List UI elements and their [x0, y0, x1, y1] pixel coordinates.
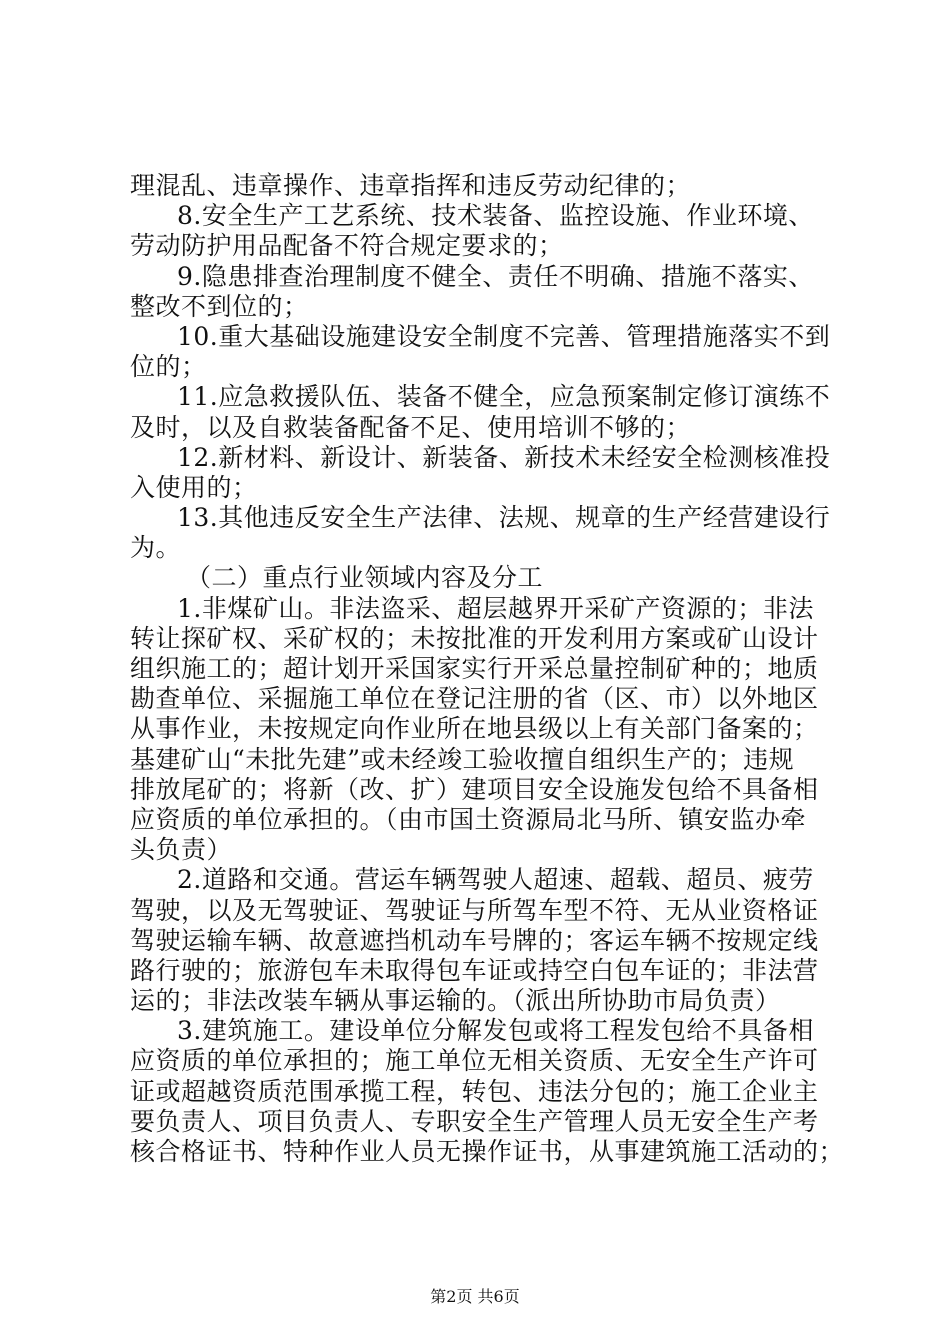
- text-line: 应资质的单位承担的。（由市国土资源局北马所、镇安监办牵: [130, 804, 807, 834]
- text-line: 入使用的；: [130, 472, 258, 502]
- text-line: 要负责人、项目负责人、专职安全生产管理人员无安全生产考: [130, 1106, 819, 1136]
- text-line: 劳动防护用品配备不符合规定要求的；: [130, 231, 564, 261]
- text-line: 核合格证书、特种作业人员无操作证书，从事建筑施工活动的；: [130, 1137, 845, 1166]
- text-line: 驾驶运输车辆、故意遮挡机动车号牌的；客运车辆不按规定线: [130, 925, 819, 955]
- text-line: 10.重大基础设施建设安全制度不完善、管理措施落实不到: [177, 321, 831, 351]
- text-line: 8.安全生产工艺系统、技术装备、监控设施、作业环境、: [177, 201, 814, 231]
- text-line: 13.其他违反安全生产法律、法规、规章的生产经营建设行: [177, 503, 831, 533]
- text-line: 位的；: [130, 352, 207, 382]
- document-body: [130, 171, 845, 1167]
- text-line: 整改不到位的；: [130, 291, 309, 321]
- text-line: 3.建筑施工。建设单位分解发包或将工程发包给不具备相: [177, 1016, 814, 1046]
- text-line: 证或超越资质范围承揽工程，转包、违法分包的；施工企业主: [130, 1076, 819, 1106]
- text-line: 从事作业，未按规定向作业所在地县级以上有关部门备案的；: [130, 714, 819, 744]
- text-line: 12.新材料、新设计、新装备、新技术未经安全检测核准投: [177, 442, 831, 472]
- text-line: 应资质的单位承担的；施工单位无相关资质、无安全生产许可: [130, 1046, 819, 1076]
- text-line: 及时，以及自救装备配备不足、使用培训不够的；: [130, 412, 692, 442]
- text-line: 勘查单位、采掘施工单位在登记注册的省（区、市）以外地区: [130, 684, 819, 714]
- text-line: 1.非煤矿山。非法盗采、超层越界开采矿产资源的；非法: [177, 593, 814, 623]
- text-line: 排放尾矿的；将新（改、扩）建项目安全设施发包给不具备相: [130, 774, 819, 804]
- text-line: 为。: [130, 533, 182, 563]
- text-line: 理混乱、违章操作、违章指挥和违反劳动纪律的；: [130, 171, 692, 200]
- text-line: 头负责）: [130, 835, 233, 865]
- page-number-footer: 第2页 共6页: [430, 1287, 520, 1306]
- text-line: 驾驶，以及无驾驶证、驾驶证与所驾车型不符、无从业资格证: [130, 895, 819, 925]
- text-line: 运的；非法改装车辆从事运输的。（派出所协助市局负责）: [130, 986, 781, 1016]
- text-line: 9.隐患排查治理制度不健全、责任不明确、措施不落实、: [177, 261, 814, 291]
- section-heading: （二）重点行业领域内容及分工: [186, 563, 544, 593]
- text-line: 11.应急救援队伍、装备不健全，应急预案制定修订演练不: [177, 382, 831, 412]
- text-line: 转让探矿权、采矿权的；未按批准的开发利用方案或矿山设计: [130, 623, 819, 653]
- text-line: 基建矿山“未批先建”或未经竣工验收擅自组织生产的；违规: [130, 744, 795, 774]
- text-line: 组织施工的；超计划开采国家实行开采总量控制矿种的；地质: [130, 654, 819, 683]
- text-line: 路行驶的；旅游包车未取得包车证或持空白包车证的；非法营: [130, 955, 819, 985]
- text-line: 2.道路和交通。营运车辆驾驶人超速、超载、超员、疲劳: [177, 865, 814, 895]
